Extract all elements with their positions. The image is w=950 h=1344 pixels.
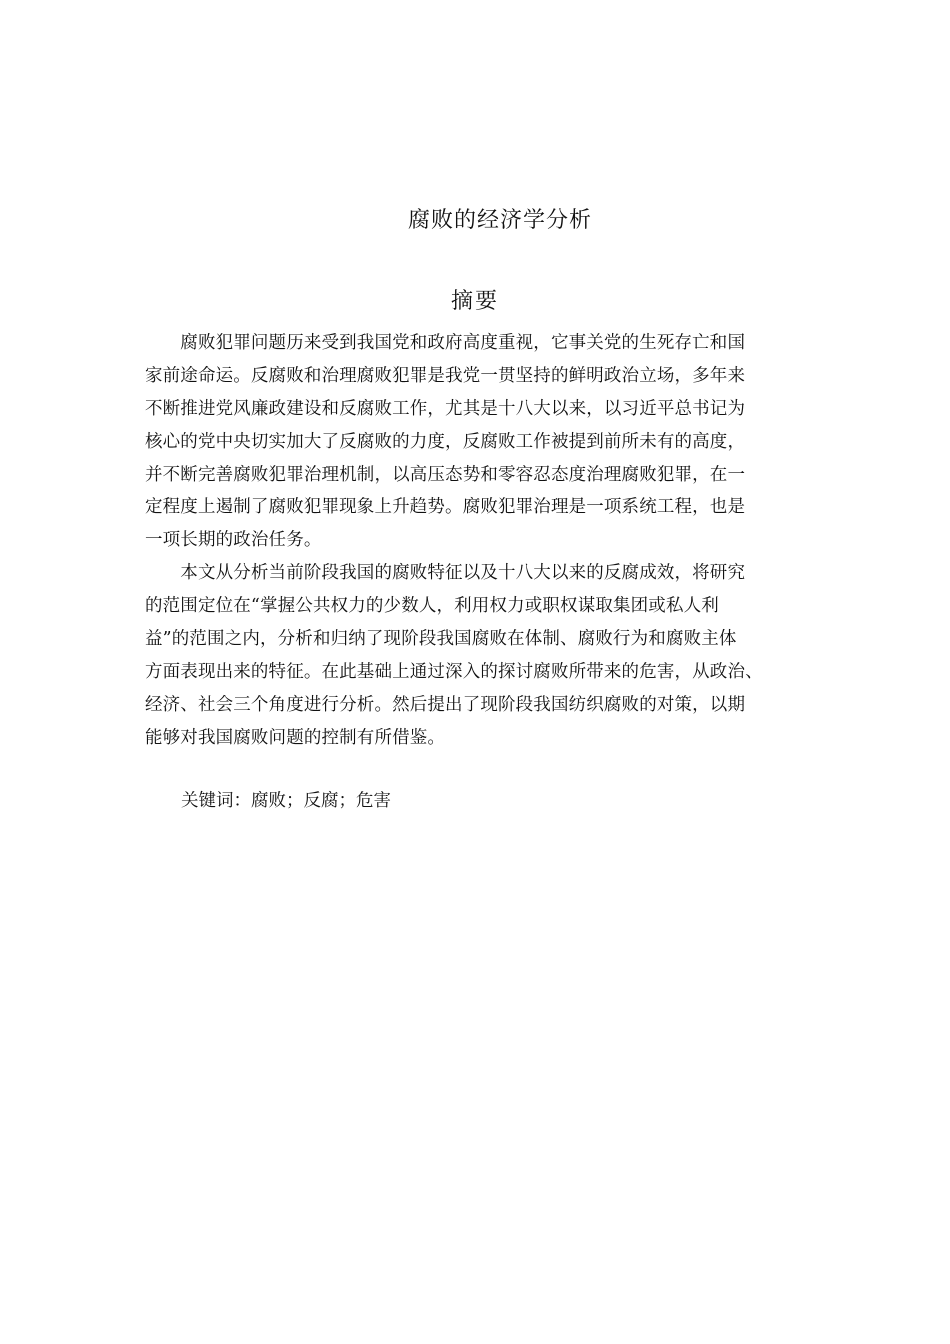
paragraph-line: 并不断完善腐败犯罪治理机制，以高压态势和零容忍态度治理腐败犯罪，在一 (145, 464, 746, 485)
paragraph-line: 核心的党中央切实加大了反腐败的力度，反腐败工作被提到前所未有的高度， (145, 431, 746, 452)
abstract-body (145, 327, 810, 755)
paragraph-line: 能够对我国腐败问题的控制有所借鉴。 (145, 727, 446, 748)
paragraph-line: 不断推进党风廉政建设和反腐败工作，尤其是十八大以来，以习近平总书记为 (145, 398, 746, 419)
abstract-paragraph-1 (145, 327, 810, 557)
paragraph-line: 本文从分析当前阶段我国的腐败特征以及十八大以来的反腐成效，将研究 (145, 563, 746, 584)
paragraph-line: 的范围定位在“掌握公共权力的少数人，利用权力或职权谋取集团或私人利 (145, 596, 719, 617)
paragraph-line: 一项长期的政治任务。 (145, 530, 322, 551)
abstract-heading: 摘要 (450, 289, 499, 314)
keywords-line: 关键词：腐败；反腐；危害 (181, 791, 391, 811)
paragraph-line: 腐败犯罪问题历来受到我国党和政府高度重视，它事关党的生死存亡和国 (145, 333, 746, 353)
document-title: 腐败的经济学分析 (407, 208, 592, 233)
paragraph-line: 定程度上遏制了腐败犯罪现象上升趋势。腐败犯罪治理是一项系统工程，也是 (145, 497, 746, 518)
abstract-paragraph-2 (145, 557, 810, 754)
paragraph-line: 方面表现出来的特征。在此基础上通过深入的探讨腐败所带来的危害，从政治、 (145, 661, 763, 682)
paragraph-line: 益”的范围之内，分析和归纳了现阶段我国腐败在体制、腐败行为和腐败主体 (145, 629, 737, 650)
paragraph-line: 经济、社会三个角度进行分析。然后提出了现阶段我国纺织腐败的对策，以期 (145, 694, 746, 715)
paragraph-line: 家前途命运。反腐败和治理腐败犯罪是我党一贯坚持的鲜明政治立场，多年来 (145, 365, 746, 386)
